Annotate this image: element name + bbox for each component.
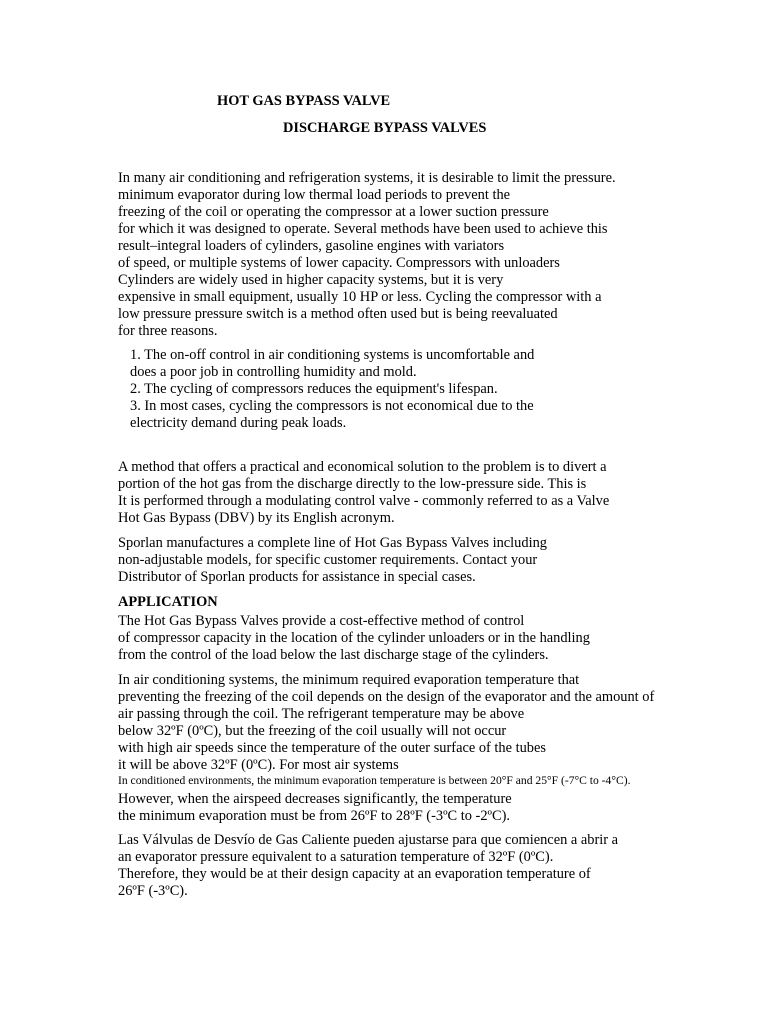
text-line: with high air speeds since the temperature of the outer surface of the tubes (118, 740, 546, 756)
text-line: freezing of the coil or operating the compressor at a lower suction pressure (118, 204, 549, 220)
section-heading-application: APPLICATION (118, 594, 218, 610)
text-line: A method that offers a practical and economical solution to the problem is to divert a (118, 459, 607, 475)
text-line: below 32ºF (0ºC), but the freezing of the coil usually will not occur (118, 723, 507, 739)
text-line: minimum evaporator during low thermal load periods to prevent the (118, 187, 511, 203)
text-line: It is performed through a modulating control valve - commonly referred to as a Valve (118, 493, 610, 509)
document-subtitle: DISCHARGE BYPASS VALVES (283, 120, 487, 136)
text-line: 26ºF (-3ºC). (118, 883, 188, 899)
document-title: HOT GAS BYPASS VALVE (217, 93, 391, 109)
text-line: Therefore, they would be at their design capacity at an evaporation temperature of (118, 866, 591, 882)
text-line: The Hot Gas Bypass Valves provide a cost-effective method of control (118, 613, 525, 629)
text-line: portion of the hot gas from the discharge directly to the low-pressure side. This is (118, 476, 587, 492)
text-line: air passing through the coil. The refrigerant temperature may be above (118, 706, 525, 722)
text-line: the minimum evaporation must be from 26ºF to 28ºF (-3ºC to -2ºC). (118, 808, 510, 824)
text-line: Sporlan manufactures a complete line of Hot Gas Bypass Valves including (118, 535, 547, 551)
text-line: Hot Gas Bypass (DBV) by its English acronym. (118, 510, 395, 526)
text-line: Cylinders are widely used in higher capacity systems, but it is very (118, 272, 504, 288)
text-line: an evaporator pressure equivalent to a saturation temperature of 32ºF (0ºC). (118, 849, 554, 865)
text-line: In many air conditioning and refrigeration systems, it is desirable to limit the pressure. (118, 170, 616, 186)
text-line: low pressure pressure switch is a method often used but is being reevaluated (118, 306, 558, 322)
text-line: expensive in small equipment, usually 10 HP or less. Cycling the compressor with a (118, 289, 602, 305)
text-line: preventing the freezing of the coil depends on the design of the evaporator and the amount of (118, 689, 655, 705)
text-line: Distributor of Sporlan products for assistance in special cases. (118, 569, 476, 585)
text-line: of speed, or multiple systems of lower capacity. Compressors with unloaders (118, 255, 560, 271)
text-line: In air conditioning systems, the minimum required evaporation temperature that (118, 672, 580, 688)
text-line-small: In conditioned environments, the minimum evaporation temperature is between 20°F and 25°F (-7°C to -4°C). (118, 774, 631, 787)
text-line: result–integral loaders of cylinders, gasoline engines with variators (118, 238, 505, 254)
list-item: does a poor job in controlling humidity and mold. (130, 364, 417, 380)
text-line: However, when the airspeed decreases significantly, the temperature (118, 791, 512, 807)
list-item: electricity demand during peak loads. (130, 415, 347, 431)
list-item: 2. The cycling of compressors reduces the equipment's lifespan. (130, 381, 498, 397)
text-line: from the control of the load below the last discharge stage of the cylinders. (118, 647, 549, 663)
text-line: for which it was designed to operate. Several methods have been used to achieve this (118, 221, 608, 237)
text-line: it will be above 32ºF (0ºC). For most air systems (118, 757, 399, 773)
text-line: of compressor capacity in the location of the cylinder unloaders or in the handling (118, 630, 590, 646)
text-line: for three reasons. (118, 323, 218, 339)
text-line: Las Válvulas de Desvío de Gas Caliente pueden ajustarse para que comiencen a abrir a (118, 832, 619, 848)
list-item: 3. In most cases, cycling the compressors is not economical due to the (130, 398, 534, 414)
text-line: non-adjustable models, for specific customer requirements. Contact your (118, 552, 538, 568)
list-item: 1. The on-off control in air conditioning systems is uncomfortable and (130, 347, 535, 363)
